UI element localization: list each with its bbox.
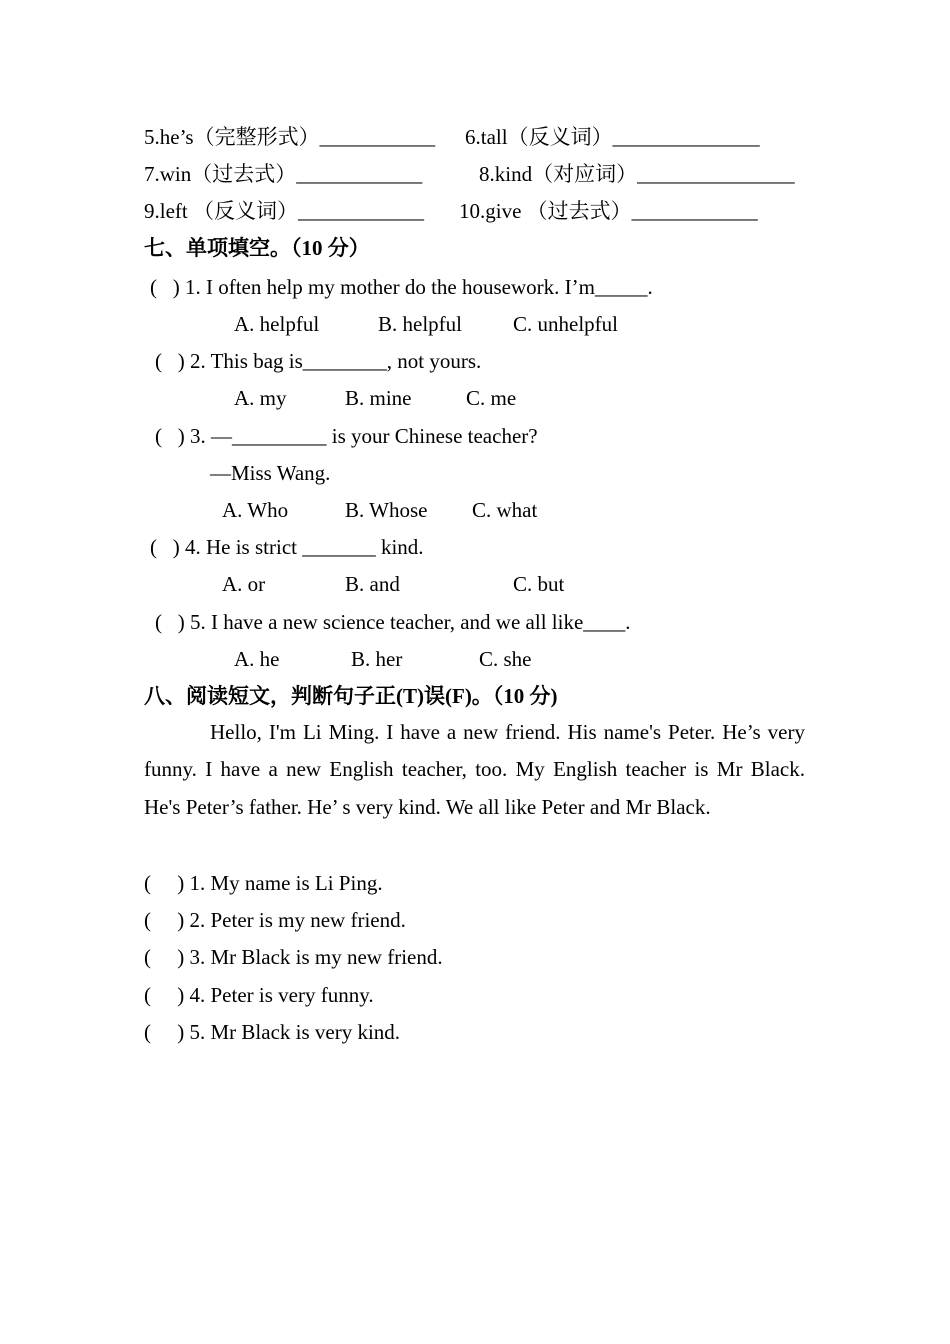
q1-stem: ( ) 1. I often help my mother do the housework. I’m_____. (150, 275, 653, 299)
statement-1: ( ) 1. My name is Li Ping. (144, 871, 383, 895)
section7-title: 七、单项填空。（10 分） (144, 236, 370, 260)
statement-5: ( ) 5. Mr Black is very kind. (144, 1020, 401, 1044)
q2-stem: ( ) 2. This bag is________, not yours. (155, 349, 482, 373)
q4-option-b: B. and (345, 572, 400, 596)
q3-option-c: C. what (472, 498, 538, 522)
q1-option-b: B. helpful (378, 312, 462, 336)
word-form-6: 6.tall（反义词）______________ (465, 125, 760, 149)
word-form-7: 7.win（过去式）____________ (144, 162, 423, 186)
q5-option-a: A. he (234, 647, 280, 671)
reading-passage: Hello, I'm Li Ming. I have a new friend. His name's Peter. He’s very funny. I have a new English teacher, too. My English teacher is Mr Black. He's Peter’s father. He’ s very kind. We all like Peter and Mr Black. (144, 720, 805, 819)
q4-stem: ( ) 4. He is strict _______ kind. (150, 535, 424, 559)
q4-option-a: A. or (222, 572, 266, 596)
word-form-5: 5.he’s（完整形式）___________ (144, 125, 436, 149)
q5-option-c: C. she (479, 647, 532, 671)
q3-answer-line: —Miss Wang. (210, 461, 331, 485)
statement-2: ( ) 2. Peter is my new friend. (144, 908, 406, 932)
word-form-8: 8.kind（对应词）_______________ (479, 162, 795, 186)
statement-3: ( ) 3. Mr Black is my new friend. (144, 945, 443, 969)
q5-stem: ( ) 5. I have a new science teacher, and we all like____. (155, 610, 631, 634)
word-form-9: 9.left （反义词）____________ (144, 199, 424, 223)
word-form-10: 10.give （过去式）____________ (459, 199, 758, 223)
q2-option-b: B. mine (345, 386, 412, 410)
q4-option-c: C. but (513, 572, 565, 596)
q2-option-a: A. my (234, 386, 287, 410)
q3-stem: ( ) 3. —_________ is your Chinese teacher? (155, 424, 538, 448)
q1-option-a: A. helpful (234, 312, 320, 336)
q3-option-a: A. Who (222, 498, 289, 522)
q5-option-b: B. her (351, 647, 403, 671)
section8-title: 八、阅读短文，判断句子正(T)误(F)。（10 分) (144, 684, 558, 708)
statement-4: ( ) 4. Peter is very funny. (144, 983, 374, 1007)
q1-option-c: C. unhelpful (513, 312, 618, 336)
q3-option-b: B. Whose (345, 498, 428, 522)
q2-option-c: C. me (466, 386, 517, 410)
